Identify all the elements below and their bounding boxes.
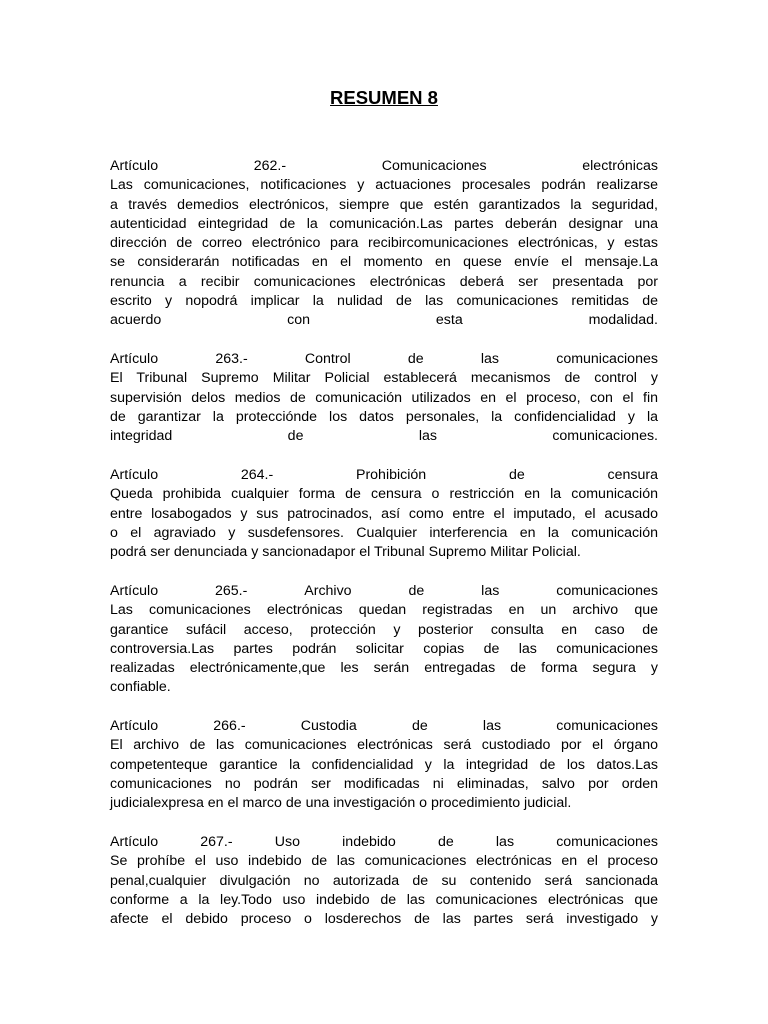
article-heading-word: de	[411, 718, 428, 734]
article-body-line: conforme a la ley.Todo uso indebido de las comunicaciones electrónicas que	[110, 891, 658, 908]
article-body-line: escrito y nopodrá implicar la nulidad de las comunicaciones remitidas de	[110, 293, 658, 310]
article-body-line: El Tribunal Supremo Militar Policial establecerá mecanismos de control y	[110, 370, 658, 387]
article-body-line: Se prohíbe el uso indebido de las comunicaciones electrónicas en el proceso	[110, 853, 658, 870]
article-body-line: integridad de las comunicaciones.	[110, 428, 658, 445]
article	[110, 833, 658, 929]
article-body-line: renuncia a recibir comunicaciones electrónicas deberá ser presentada por	[110, 273, 658, 290]
article-heading-word: las	[480, 351, 499, 367]
article-body-line: se considerarán notificadas en el momento en quese envíe el mensaje.La	[110, 254, 658, 271]
article-heading-word: las	[481, 583, 500, 599]
article-heading-word: Custodia	[300, 718, 357, 734]
article-heading-word: 267.-	[200, 834, 233, 850]
article-heading-word: las	[495, 834, 515, 850]
article-heading-word: de	[407, 351, 424, 367]
article-heading-word: de	[508, 467, 525, 483]
article-body-line: entre losabogados y sus patrocinados, así como entre el imputado, el acusado	[110, 505, 658, 522]
article-heading-word: las	[482, 718, 502, 734]
article-body-line: acuerdo con esta modalidad.	[110, 312, 658, 329]
article-body-line: competenteque garantice la confidencialidad y la integridad de los datos.Las	[110, 756, 658, 773]
article-heading-word: Comunicaciones	[381, 158, 487, 174]
article	[110, 157, 658, 331]
article-heading-word: indebido	[342, 834, 396, 850]
article-body-line: El archivo de las comunicaciones electrónicas será custodiado por el órgano	[110, 737, 658, 754]
article	[110, 717, 658, 813]
article-heading-word: Artículo	[110, 583, 159, 599]
article-heading	[110, 466, 658, 485]
article-body-line: dirección de correo electrónico para recibircomunicaciones electrónicas, y estas	[110, 235, 658, 252]
article-heading-word: comunicaciones	[556, 834, 658, 850]
article-heading-word: Artículo	[110, 158, 159, 174]
article-body-line: confiable.	[110, 679, 171, 696]
article-body-line: controversia.Las partes podrán solicitar copias de las comunicaciones	[110, 640, 658, 657]
article	[110, 582, 658, 698]
document-title: RESUMEN 8	[330, 87, 438, 108]
article-body-line: Las comunicaciones electrónicas quedan registradas en un archivo que	[110, 602, 658, 619]
article-heading-word: Control	[304, 351, 351, 367]
article-heading-word: electrónicas	[582, 158, 658, 174]
article-heading	[110, 717, 658, 736]
article-heading-word: Artículo	[110, 834, 159, 850]
article-heading-word: comunicaciones	[556, 351, 658, 367]
article-heading	[110, 833, 658, 852]
article-heading-word: de	[408, 583, 425, 599]
article-heading	[110, 157, 658, 176]
article-body-line: realizadas electrónicamente,que les serán entregadas de forma segura y	[110, 660, 658, 677]
article-heading-word: Artículo	[110, 467, 159, 483]
article-heading-word: 263.-	[215, 351, 248, 367]
article-heading-word: Uso	[274, 834, 300, 850]
article-body-line: judicialexpresa en el marco de una investigación o procedimiento judicial.	[110, 795, 572, 812]
article-body-line: comunicaciones no podrán ser modificadas ni eliminadas, salvo por orden	[110, 775, 658, 792]
article-body-line: o el agraviado y susdefensores. Cualquier interferencia en la comunicación	[110, 524, 658, 541]
article-heading-word: comunicaciones	[556, 718, 658, 734]
article-heading-word: censura	[607, 467, 658, 483]
article-body-line: a través demedios electrónicos, siempre que estén garantizados la seguridad,	[110, 196, 658, 213]
article-heading	[110, 582, 658, 601]
article-body-line: Las comunicaciones, notificaciones y actuaciones procesales podrán realizarse	[110, 177, 658, 194]
article-heading-word: Prohibición	[355, 467, 427, 483]
article-body-line: supervisión delos medios de comunicación utilizados en el proceso, con el fin	[110, 389, 658, 406]
article-body-line: penal,cualquier divulgación no autorizada de su contenido será sancionada	[110, 872, 658, 889]
article-heading-word: Archivo	[304, 583, 352, 599]
article-body-line: afecte el debido proceso o losderechos de las partes será investigado y	[110, 911, 658, 928]
article-body-line: de garantizar la protecciónde los datos personales, la confidencialidad y la	[110, 408, 658, 425]
article-heading-word: 266.-	[213, 718, 246, 734]
article-heading-word: 264.-	[240, 467, 274, 483]
article	[110, 466, 658, 562]
article-heading-word: Artículo	[110, 351, 159, 367]
article-heading-word: Artículo	[110, 718, 159, 734]
article-heading-word: de	[437, 834, 454, 850]
article-heading-word: comunicaciones	[556, 583, 658, 599]
article-heading-word: 265.-	[215, 583, 248, 599]
article-body-line: autenticidad eintegridad de la comunicación.Las partes deberán designar una	[110, 215, 658, 232]
article-body-line: podrá ser denunciada y sancionadapor el Tribunal Supremo Militar Policial.	[110, 544, 581, 561]
article-heading	[110, 350, 658, 369]
article-body-line: Queda prohibida cualquier forma de censura o restricción en la comunicación	[110, 486, 658, 503]
article-body-line: garantice sufácil acceso, protección y posterior consulta en caso de	[110, 621, 658, 638]
article	[110, 350, 658, 446]
article-heading-word: 262.-	[253, 158, 287, 174]
